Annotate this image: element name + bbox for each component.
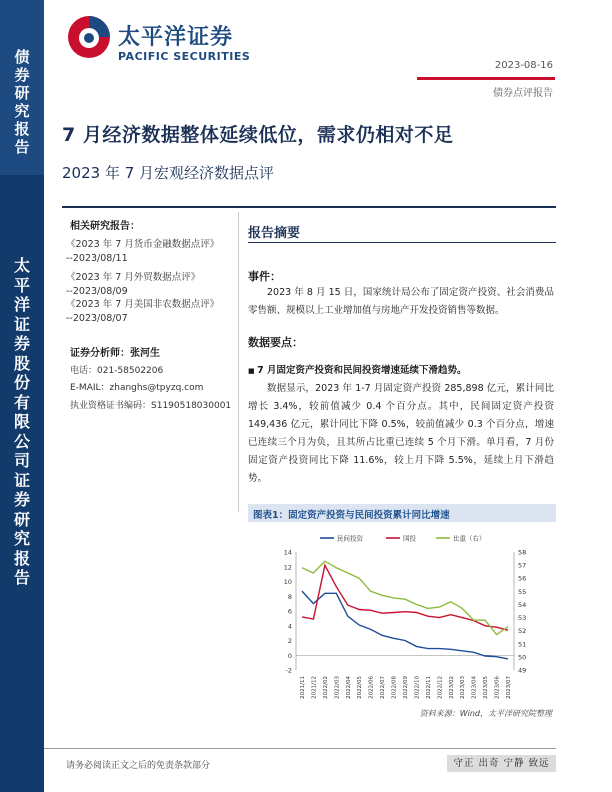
report-date: 2023-08-16 — [494, 60, 553, 71]
y-tick-right: 52 — [518, 627, 527, 636]
y-tick-right: 57 — [518, 561, 527, 570]
y-tick-left: 4 — [287, 622, 292, 631]
x-tick-label: 2022/07 — [380, 676, 387, 699]
legend-label: 国投 — [403, 534, 416, 543]
x-tick-label: 2022/11 — [425, 676, 432, 699]
analyst-name: 证券分析师：张河生 — [70, 348, 160, 359]
x-tick-label: 2023/07 — [506, 676, 512, 699]
x-tick-label: 2023/05 — [483, 676, 490, 699]
y-tick-left: -2 — [285, 666, 292, 675]
x-tick-label: 2021/12 — [311, 676, 318, 699]
event-heading: 事件： — [248, 270, 281, 283]
x-tick-label: 2023/03 — [460, 676, 467, 699]
x-tick-label: 2022/09 — [403, 676, 409, 699]
y-tick-right: 54 — [518, 600, 527, 609]
summary-heading: 报告摘要 — [248, 226, 301, 241]
header-accent-line — [417, 77, 555, 80]
y-tick-right: 51 — [518, 640, 527, 649]
chart-source: 资料来源：Wind，太平洋研究院整理 — [419, 709, 552, 718]
report-type: 债券点评报告 — [493, 88, 553, 99]
x-tick-label: 2022/03 — [334, 676, 341, 699]
related-report-link[interactable]: 《2023 年 7 月美国非农数据点评》 — [66, 299, 220, 310]
brand-name-cn: 太平洋证券 — [118, 25, 234, 50]
analyst-email[interactable]: E-MAIL：zhanghs@tpyzq.com — [70, 383, 204, 393]
footer-line — [44, 748, 556, 749]
x-tick-label: 2022/10 — [414, 676, 421, 699]
x-tick-label: 2023/04 — [471, 676, 478, 699]
chart-title: 图表1：固定资产投资与民间投资累计同比增速 — [253, 510, 450, 521]
y-tick-right: 53 — [518, 614, 527, 623]
report-category: 债券研究报告 — [14, 48, 30, 156]
key-point-bullet: ■ 7 月固定资产投资和民间投资增速延续下滑趋势。 — [248, 362, 554, 376]
page-title: 7 月经济数据整体延续低位，需求仍相对不足 — [62, 124, 454, 146]
legend-label: 比重（右） — [453, 534, 486, 543]
data-points-heading: 数据要点： — [248, 336, 303, 349]
legend-label: 民间投资 — [337, 534, 363, 543]
y-tick-left: 8 — [287, 592, 292, 601]
summary-rule — [248, 242, 556, 243]
related-report-date: --2023/08/07 — [66, 313, 128, 324]
company-label: 太平洋证券股份有限公司证券研究报告 — [13, 256, 30, 587]
title-divider — [62, 206, 556, 208]
series-line — [302, 561, 508, 634]
y-tick-right: 58 — [518, 548, 527, 557]
company-logo — [66, 14, 112, 60]
y-tick-left: 12 — [283, 563, 292, 572]
x-tick-label: 2022/05 — [357, 676, 364, 699]
data-paragraph: 数据显示，2023 年 1-7 月固定资产投资 285,898 亿元，累计同比增长 3.4%，较前值减少 0.4 个百分点。其中，民间固定资产投资 149,436 亿元，累计同比下降 0.5%，较前值减少 0.3 个百分点，增速已连续三个月为负，且其所占比重已连续 5 个月下滑。单月看，7 月份固定资产投资同比下降 11.6%，较上月下降 5.5%，延续上月下滑趋势。 — [248, 383, 554, 484]
analyst-license: 执业资格证书编码：S1190518030001 — [70, 401, 232, 411]
disclaimer-note: 请务必阅读正文之后的免责条款部分 — [66, 761, 211, 771]
analyst-phone: 电话：021-58502206 — [70, 366, 164, 376]
x-tick-label: 2022/04 — [345, 676, 352, 699]
event-paragraph: 2023 年 8 月 15 日，国家统计局公布了固定资产投资、社会消费品零售额、规模以上工业增加值与房地产开发投资销售等数据。 — [248, 287, 554, 316]
related-report-link[interactable]: 《2023 年 7 月货币金融数据点评》 — [66, 239, 220, 250]
related-reports-heading: 相关研究报告： — [70, 221, 140, 232]
x-tick-label: 2022/06 — [368, 676, 375, 699]
x-tick-label: 2023/06 — [494, 676, 501, 699]
y-tick-right: 49 — [518, 666, 527, 675]
related-report-date: --2023/08/09 — [66, 286, 128, 297]
investment-line-chart — [248, 524, 556, 708]
y-tick-right: 55 — [518, 587, 527, 596]
page-subtitle: 2023 年 7 月宏观经济数据点评 — [62, 164, 275, 182]
x-tick-label: 2023/02 — [448, 676, 455, 699]
related-report-link[interactable]: 《2023 年 7 月外贸数据点评》 — [66, 272, 201, 283]
y-tick-left: 2 — [287, 637, 292, 645]
y-tick-right: 56 — [518, 574, 527, 583]
series-line — [302, 591, 508, 659]
y-tick-left: 10 — [283, 578, 292, 586]
company-motto: 守正 出奇 宁静 致远 — [447, 755, 556, 772]
y-tick-left: 0 — [287, 651, 292, 660]
y-tick-left: 6 — [287, 607, 292, 616]
column-divider — [238, 212, 239, 512]
brand-name-en: PACIFIC SECURITIES — [118, 50, 251, 63]
related-report-date: --2023/08/11 — [66, 253, 128, 264]
x-tick-label: 2022/08 — [391, 676, 398, 699]
x-tick-label: 2022/12 — [437, 676, 444, 699]
y-tick-right: 50 — [518, 653, 527, 662]
x-tick-label: 2022/02 — [322, 676, 329, 699]
y-tick-left: 14 — [283, 548, 292, 557]
x-tick-label: 2021/11 — [300, 676, 306, 699]
